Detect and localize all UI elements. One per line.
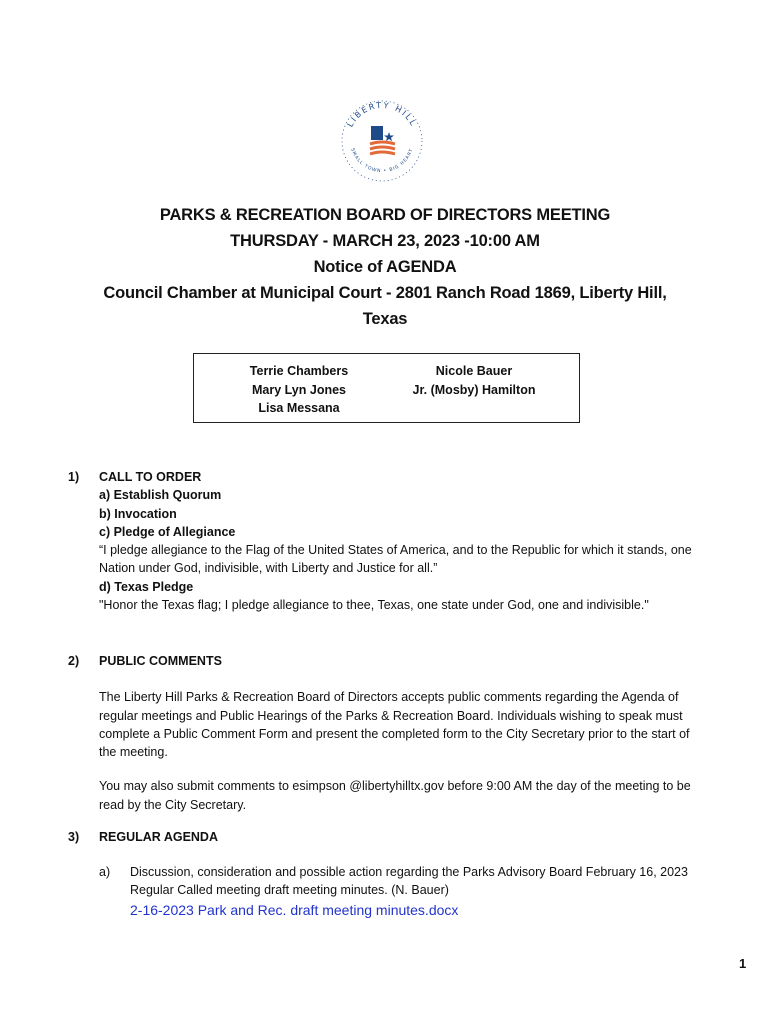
section-body <box>99 652 699 814</box>
meeting-title: PARKS & RECREATION BOARD OF DIRECTORS MEETING <box>159 206 611 224</box>
section-body <box>99 468 699 614</box>
meeting-date-time: THURSDAY - MARCH 23, 2023 -10:00 AM <box>230 232 540 250</box>
section-number: 1) <box>68 470 80 484</box>
member-name: Mary Lyn Jones <box>251 382 346 397</box>
section-number: 2) <box>68 654 80 668</box>
logo-seal-icon <box>337 96 427 186</box>
agenda-item-text: Discussion, consideration and possible action regarding the Parks Advisory Board February 16, 2023 Regular Called meeting draft meeting minutes. (N. Bauer) <box>130 865 688 898</box>
meeting-location-cont: Texas <box>362 310 408 328</box>
agenda-item-label: a) <box>99 865 111 879</box>
submit-comments-paragraph: You may also submit comments to esimpson @libertyhilltx.gov before 9:00 AM the day of the meeting to be read by the City Secretary. <box>99 779 691 812</box>
members-right-column <box>399 362 549 399</box>
pledge-text: “I pledge allegiance to the Flag of the United States of America, and to the Republic for which it stands, one Nation under God, indivisible, with Liberty and Justice for all.” <box>99 543 692 576</box>
logo-text-top: LIBERTY HILL <box>345 100 419 129</box>
member-name: Nicole Bauer <box>435 364 513 378</box>
liberty-hill-logo <box>337 96 427 186</box>
item-texas-pledge: d) Texas Pledge <box>99 579 194 594</box>
section-title: PUBLIC COMMENTS <box>99 654 222 668</box>
section-title: CALL TO ORDER <box>99 470 202 484</box>
texas-pledge-text: "Honor the Texas flag; I pledge allegiance to thee, Texas, one state under God, one and indivisible." <box>99 598 649 613</box>
item-invocation: b) Invocation <box>99 506 177 521</box>
svg-text:LIBERTY HILL <box>346 101 419 129</box>
member-name: Jr. (Mosby) Hamilton <box>412 382 536 397</box>
minutes-document-link[interactable]: 2-16-2023 Park and Rec. draft meeting minutes.docx <box>130 901 459 918</box>
board-members-box <box>193 353 580 423</box>
page-number: 1 <box>739 956 747 971</box>
agenda-item-body <box>130 863 700 919</box>
section-title: REGULAR AGENDA <box>99 830 218 844</box>
public-comments-paragraph: The Liberty Hill Parks & Recreation Board of Directors accepts public comments regarding the Agenda of regular meetings and Public Hearings of the Parks & Recreation Board. Individuals wishing to speak must complete a Public Comment Form and present the completed form to the City Secretary prior to the start of the meeting. <box>99 690 690 760</box>
logo-text-bottom: SMALL TOWN • BIG HEART <box>349 147 415 175</box>
members-left-column <box>224 362 374 418</box>
item-establish-quorum: a) Establish Quorum <box>99 488 222 503</box>
meeting-header <box>0 202 770 332</box>
item-pledge-of-allegiance: c) Pledge of Allegiance <box>99 524 236 539</box>
meeting-location: Council Chamber at Municipal Court - 2801 Ranch Road 1869, Liberty Hill, <box>103 284 667 302</box>
member-name: Terrie Chambers <box>249 364 349 378</box>
member-name: Lisa Messana <box>258 401 340 415</box>
section-body <box>99 828 699 918</box>
notice-of-agenda: Notice of AGENDA <box>313 258 457 276</box>
section-number: 3) <box>68 830 80 844</box>
